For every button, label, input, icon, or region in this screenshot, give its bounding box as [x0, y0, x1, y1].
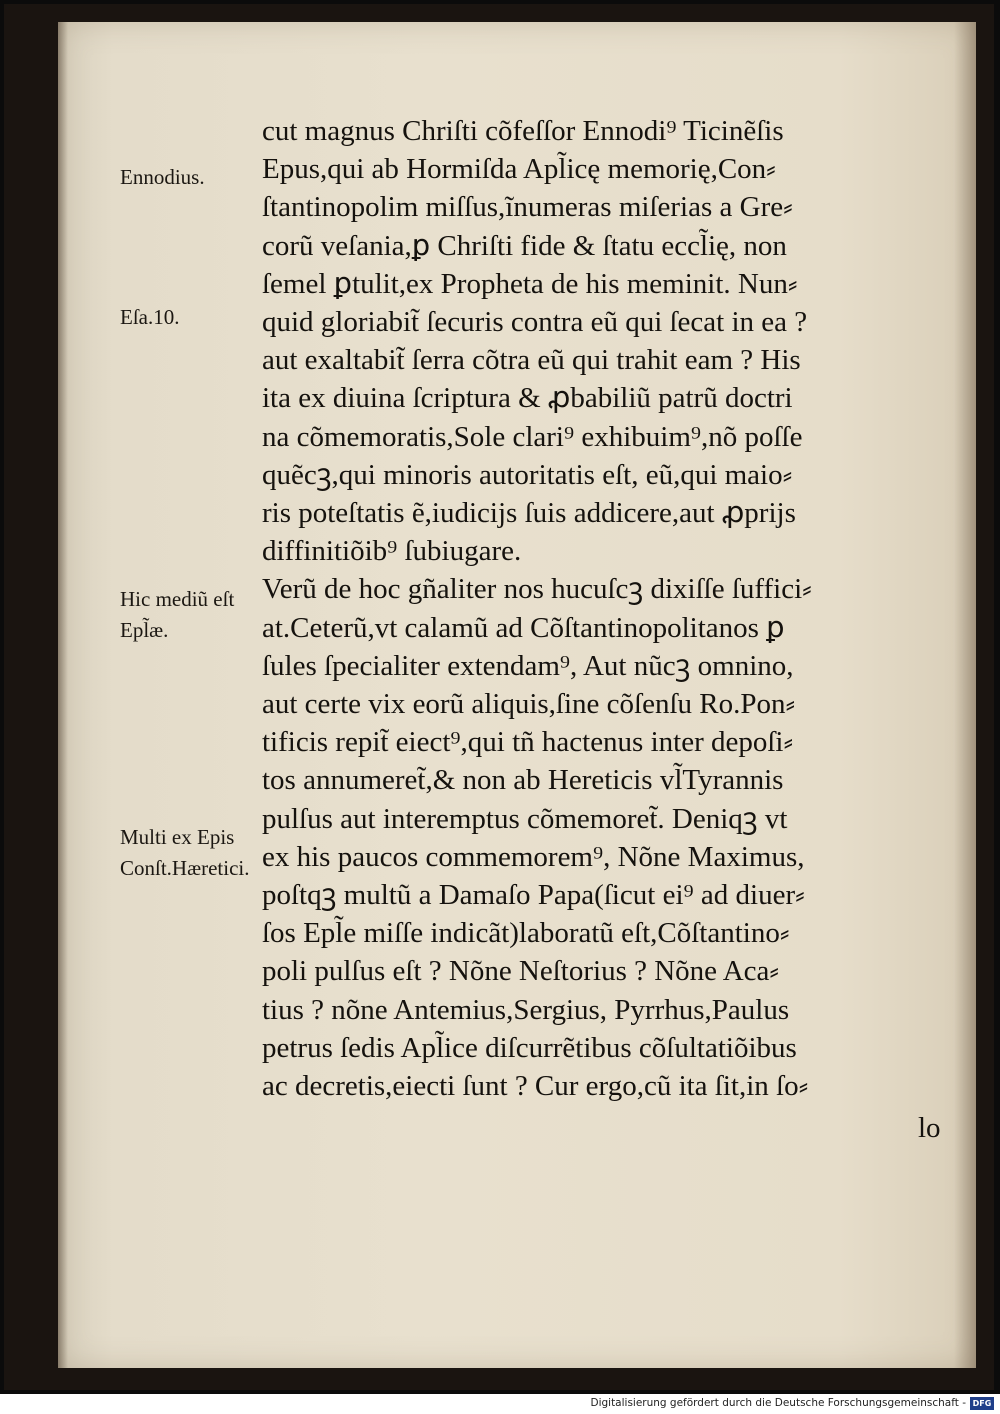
- funding-notice: Digitalisierung gefördert durch die Deutsche Forschungsgemeinschaft -: [590, 1397, 966, 1409]
- folio-mark: lo: [918, 1112, 941, 1144]
- margin-note-ennodius: [120, 162, 205, 193]
- margin-note-line: Multi ex Epis: [120, 825, 235, 849]
- text-line: ex his paucos commemorem⁹, Nõne Maximus,: [262, 840, 805, 873]
- text-line: diffinitiõib⁹ ſubiugare.: [262, 535, 522, 568]
- text-line: aut certe vix eorũ aliquis,ſine cõſenſu Ro.Pon⸗: [262, 688, 796, 721]
- text-line: tificis repit̃ eiect⁹,qui tñ hactenus inter depoſi⸗: [262, 726, 794, 759]
- text-line: ac decretis,eiecti ſunt ? Cur ergo,cũ ita ſit,in ſo⸗: [262, 1070, 809, 1103]
- text-line: pulſus aut interemptus cõmemoret̃. Deniqꝫ vt: [262, 802, 788, 835]
- margin-note-text: Eſa.10.: [120, 305, 180, 329]
- margin-note-esa: [120, 302, 179, 333]
- text-line: ſemel ꝑtulit,ex Propheta de his meminit. Nun⸗: [262, 267, 798, 300]
- text-line: ſtantinopolim miſſus,ĩnumeras miſerias a Gre⸗: [262, 191, 793, 224]
- margin-note-hic-medium: [120, 584, 234, 646]
- text-line: aut exaltabit̃ ſerra cõtra eũ qui trahit eam ? His: [262, 344, 801, 377]
- footer-bar: [0, 1394, 1000, 1414]
- page-gutter-shadow: [58, 22, 68, 1368]
- text-line: at.Ceterũ,vt calamũ ad Cõſtantinopolitanos ꝑ: [262, 611, 785, 644]
- page-edge-shadow: [954, 22, 976, 1368]
- margin-note-text: Ennodius.: [120, 165, 205, 189]
- text-line: corũ veſania,ꝑ Chriſti fide & ſtatu eccl̃ię, non: [262, 229, 787, 262]
- text-line: Verũ de hoc gñaliter nos hucuſcꝫ dixiſſe ſuffici⸗: [262, 573, 812, 606]
- text-line: Epus,qui ab Hormiſda Apl̃icę memorię,Con⸗: [262, 153, 776, 186]
- text-line: na cõmemoratis,Sole clari⁹ exhibuim⁹,nõ poſſe: [262, 420, 803, 453]
- text-line: cut magnus Chriſti cõfeſſor Ennodi⁹ Ticinẽſis: [262, 115, 784, 147]
- main-text-block: [262, 112, 812, 1105]
- text-line: tos annumeret̃,& non ab Hereticis vl̃Tyrannis: [262, 764, 784, 797]
- text-line: ſos Epl̃e miſſe indicãt)laboratũ eſt,Cõſtantino⸗: [262, 917, 790, 950]
- scan-area: [4, 4, 994, 1390]
- text-line: ita ex diuina ſcriptura & ꝓbabiliũ patrũ doctri: [262, 382, 793, 415]
- text-line: poſtqꝫ multũ a Damaſo Papa(ſicut ei⁹ ad diuer⸗: [262, 879, 805, 912]
- margin-note-line: Hic mediũ eſt: [120, 587, 235, 611]
- text-line: ſules ſpecialiter extendam⁹, Aut nũcꝫ omnino,: [262, 649, 794, 682]
- dfg-logo: DFG: [970, 1397, 994, 1410]
- text-line: petrus ſedis Apl̃ice diſcurrẽtibus cõſultatiõibus: [262, 1031, 797, 1064]
- margin-note-multi: [120, 822, 250, 884]
- text-line: quẽcꝫ,qui minoris autoritatis eſt, eũ,qui maio⸗: [262, 458, 793, 491]
- text-line: tius ? nõne Antemius,Sergius, Pyrrhus,Paulus: [262, 993, 790, 1026]
- margin-note-line: Epl̃æ.: [120, 618, 169, 642]
- margin-note-line: Conſt.Hæretici.: [120, 856, 250, 880]
- text-line: quid gloriabit̃ ſecuris contra eũ qui ſecat in ea ?: [262, 306, 808, 339]
- text-line: poli pulſus eſt ? Nõne Neſtorius ? Nõne Aca⸗: [262, 955, 780, 988]
- text-line: ris poteſtatis ẽ,iudicijs ſuis addicere,aut ꝓprijs: [262, 497, 796, 530]
